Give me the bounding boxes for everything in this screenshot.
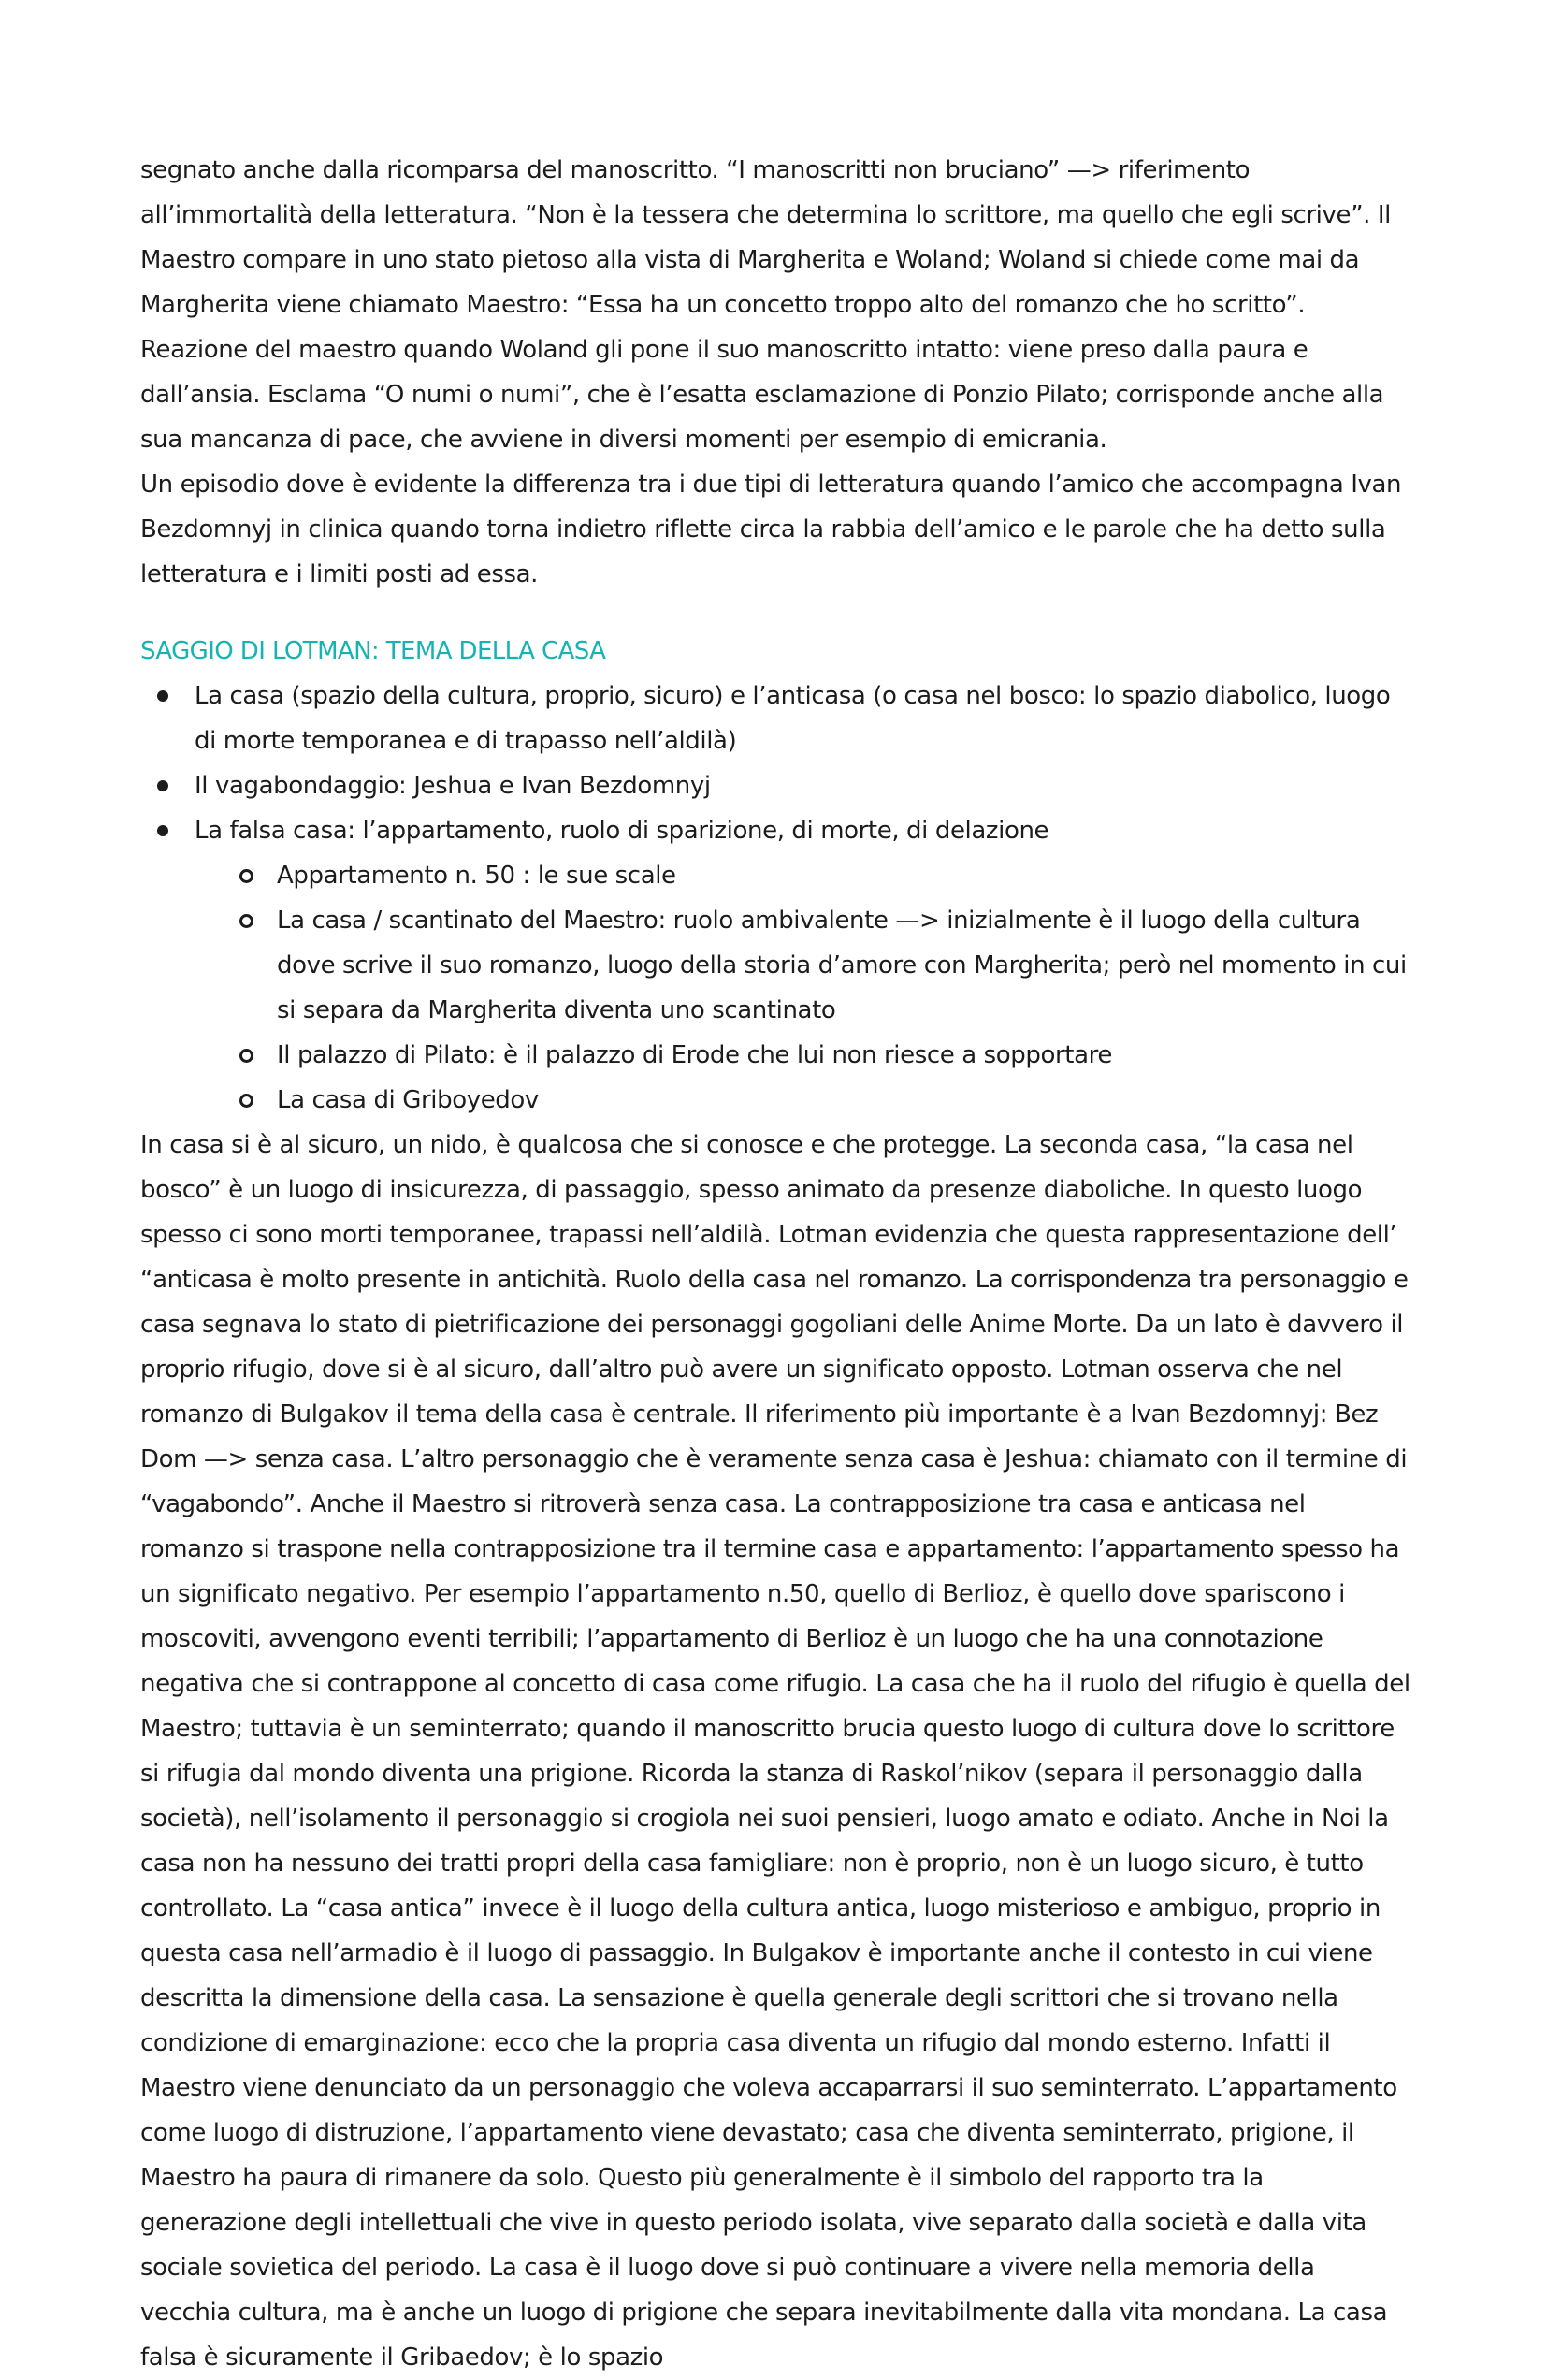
sub-item-casa-maestro: La casa / scantinato del Maestro: ruolo ambivalente —> inizialmente è il luogo della cultura dove scrive il suo romanzo, luogo della storia d’amore con Margherita; però nel momento in cui si separa da Margherita diventa uno scantinato — [195, 898, 1410, 1033]
intro-paragraph-2: Un episodio dove è evidente la differenza tra i due tipi di letteratura quando l’amico che accompagna Ivan Bezdomnyj in clinica quando torna indietro riflette circa la rabbia dell’amico e le parole che ha detto sulla letteratura e i limiti posti ad essa. — [140, 471, 1402, 588]
list-item-casa-anticasa: La casa (spazio della cultura, proprio, sicuro) e l’anticasa (o casa nel bosco: lo spazio diabolico, luogo di morte temporanea e di trapasso nell’aldilà) — [140, 674, 1410, 763]
sub-item-appartamento-50: Appartamento n. 50 : le sue scale — [195, 853, 1410, 898]
bullet-list — [140, 674, 1410, 1123]
section-heading: SAGGIO DI LOTMAN: TEMA DELLA CASA — [140, 637, 606, 665]
list-item-falsa-casa-label: La falsa casa: l’appartamento, ruolo di sparizione, di morte, di delazione — [195, 817, 1049, 845]
sub-item-casa-griboyedov: La casa di Griboyedov — [195, 1078, 1410, 1123]
document-page — [140, 148, 1410, 2380]
body-paragraph: In casa si è al sicuro, un nido, è qualcosa che si conosce e che protegge. La seconda casa, “la casa nel bosco” è un luogo di insicurezza, di passaggio, spesso animato da presenze diaboliche. In questo luogo spesso ci sono morti temporanee, trapassi nell’aldilà. Lotman evidenzia che questa rappresentazione dell’ “anticasa è molto presente in antichità. Ruolo della casa nel romanzo. La corrispondenza tra personaggio e casa segnava lo stato di pietrificazione dei personaggi gogoliani delle Anime Morte. Da un lato è davvero il proprio rifugio, dove si è al sicuro, dall’altro può avere un significato opposto. Lotman osserva che nel romanzo di Bulgakov il tema della casa è centrale. Il riferimento più importante è a Ivan Bezdomnyj: Bez Dom —> senza casa. L’altro personaggio che è veramente senza casa è Jeshua: chiamato con il termine di “vagabondo”. Anche il Maestro si ritroverà senza casa. La contrapposizione tra casa e anticasa nel romanzo si traspone nella contrapposizione tra il termine casa e appartamento: l’appartamento spesso ha un significato negativo. Per esempio l’appartamento n.50, quello di Berlioz, è quello dove spariscono i moscoviti, avvengono eventi terribili; l’appartamento di Berlioz è un luogo che ha una connotazione negativa che si contrappone al concetto di casa come rifugio. La casa che ha il ruolo del rifugio è quella del Maestro; tuttavia è un seminterrato; quando il manoscritto brucia questo luogo di cultura dove lo scrittore si rifugia dal mondo diventa una prigione. Ricorda la stanza di Raskol’nikov (separa il personaggio dalla società), nell’isolamento il personaggio si crogiola nei suoi pensieri, luogo amato e odiato. Anche in Noi la casa non ha nessuno dei tratti propri della casa famigliare: non è proprio, non è un luogo sicuro, è tutto controllato. La “casa antica” invece è il luogo della cultura antica, luogo misterioso e ambiguo, proprio in questa casa nell’armadio è il luogo di passaggio. In Bulgakov è importante anche il contesto in cui viene descritta la dimensione della casa. La sensazione è quella generale degli scrittori che si trovano nella condizione di emarginazione: ecco che la propria casa diventa un rifugio dal mondo esterno. Infatti il Maestro viene denunciato da un personaggio che voleva accaparrarsi il suo seminterrato. L’appartamento come luogo di distruzione, l’appartamento viene devastato; casa che diventa seminterrato, prigione, il Maestro ha paura di rimanere da solo. Questo più generalmente è il simbolo del rapporto tra la generazione degli intellettuali che vive in questo periodo isolata, vive separato dalla società e dalla vita sociale sovietica del periodo. La casa è il luogo dove si può continuare a vivere nella memoria della vecchia cultura, ma è anche un luogo di prigione che separa inevitabilmente dalla vita mondana. La casa falsa è sicuramente il Gribaedov; è lo spazio — [140, 1131, 1410, 2372]
sub-item-palazzo-pilato: Il palazzo di Pilato: è il palazzo di Erode che lui non riesce a sopportare — [195, 1033, 1410, 1078]
list-item-falsa-casa — [140, 808, 1410, 1123]
sub-bullet-list — [195, 853, 1410, 1123]
intro-paragraph-1: segnato anche dalla ricomparsa del manoscritto. “I manoscritti non bruciano” —> riferimento all’immortalità della letteratura. “Non è la tessera che determina lo scrittore, ma quello che egli scrive”. Il Maestro compare in uno stato pietoso alla vista di Margherita e Woland; Woland si chiede come mai da Margherita viene chiamato Maestro: “Essa ha un concetto troppo alto del romanzo che ho scritto”. Reazione del maestro quando Woland gli pone il suo manoscritto intatto: viene preso dalla paura e dall’ansia. Esclama “O numi o numi”, che è l’esatta esclamazione di Ponzio Pilato; corrisponde anche alla sua mancanza di pace, che avviene in diversi momenti per esempio di emicrania. — [140, 156, 1391, 454]
list-item-vagabondaggio: Il vagabondaggio: Jeshua e Ivan Bezdomnyj — [140, 763, 1410, 808]
